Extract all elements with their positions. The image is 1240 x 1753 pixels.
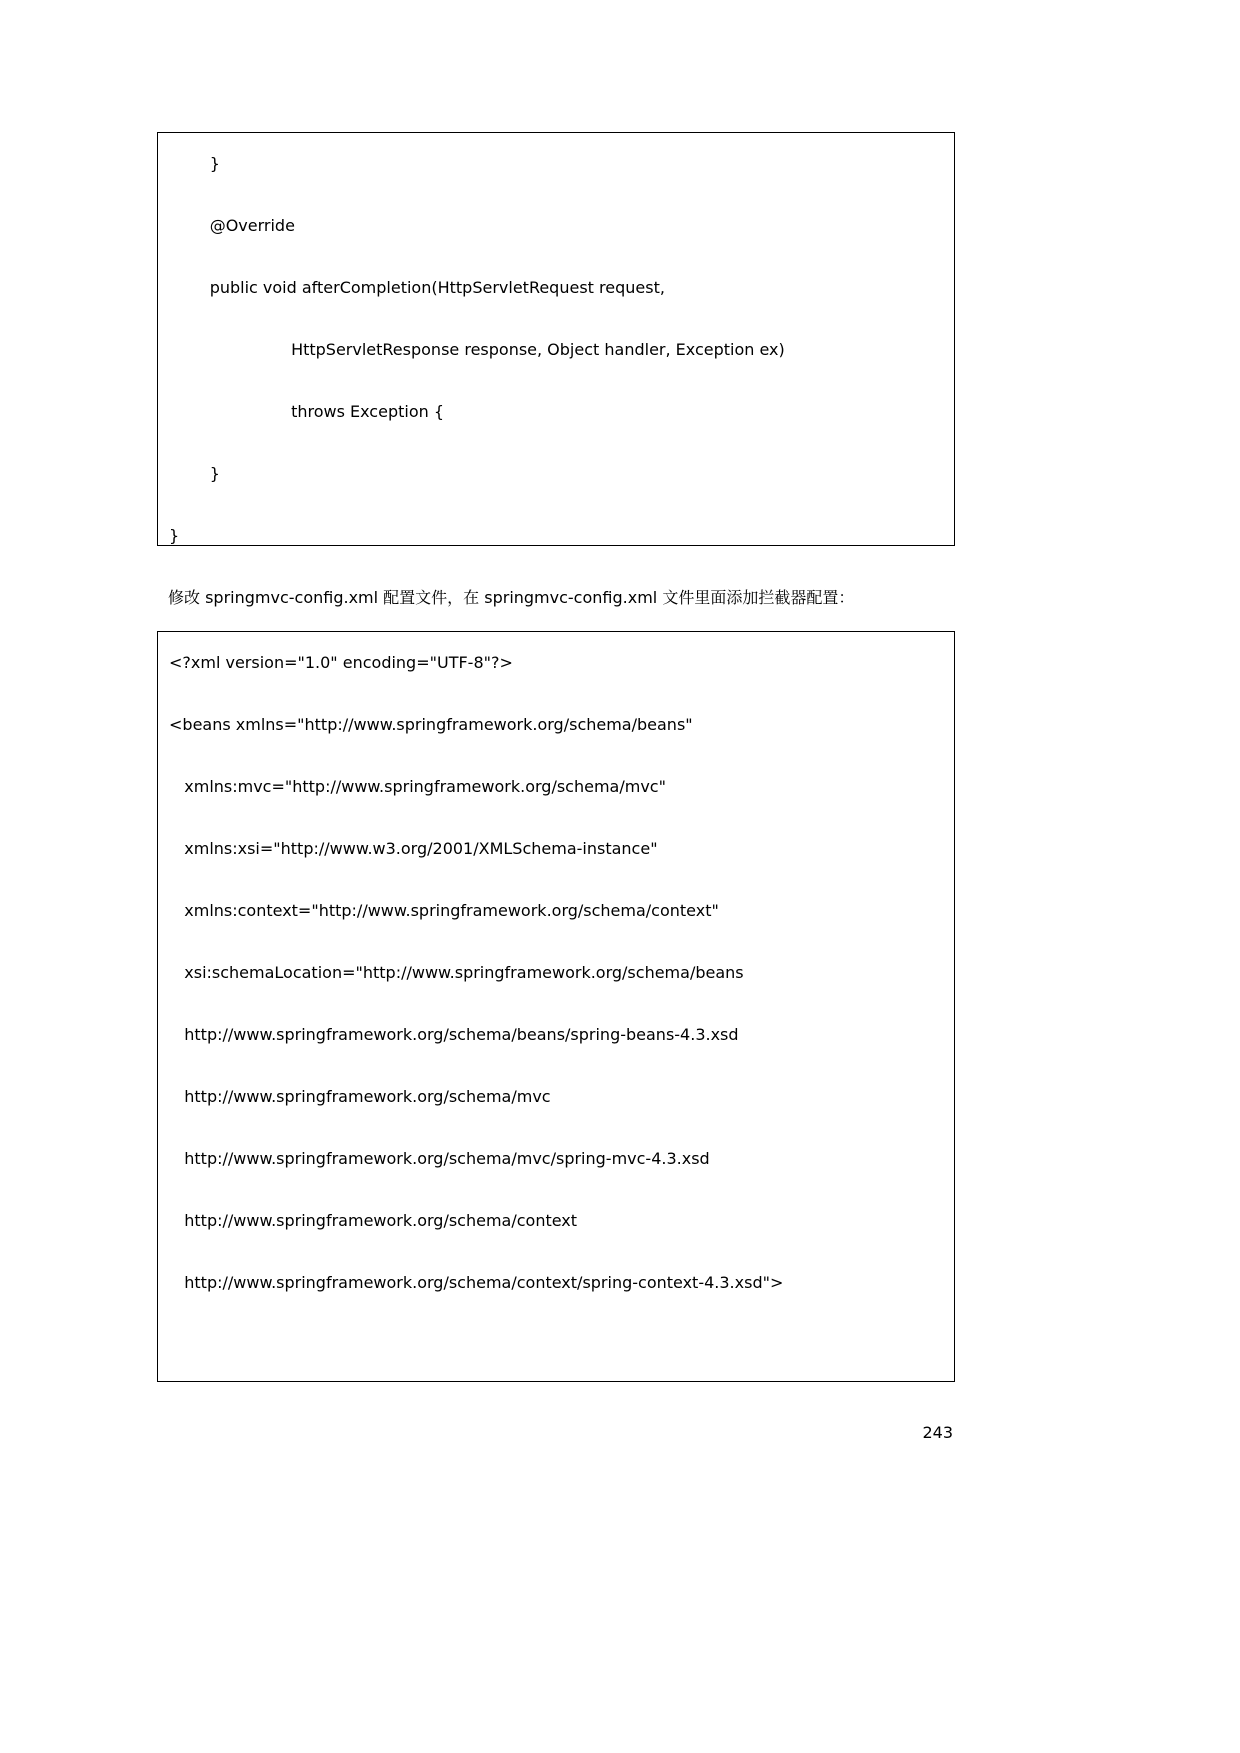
- code-line: }: [169, 464, 220, 483]
- code-line: http://www.springframework.org/schema/mvc: [169, 1087, 551, 1106]
- code-line: http://www.springframework.org/schema/context: [169, 1211, 578, 1230]
- code-line: HttpServletResponse response, Object handler, Exception ex): [169, 340, 785, 359]
- code-line: throws Exception {: [169, 402, 445, 421]
- body-paragraph: 修改 springmvc-config.xml 配置文件，在 springmvc-config.xml 文件里面添加拦截器配置：: [168, 588, 855, 607]
- code-line: http://www.springframework.org/schema/beans/spring-beans-4.3.xsd: [169, 1025, 739, 1044]
- java-code-block: [157, 132, 955, 546]
- code-line: }: [169, 526, 180, 545]
- page-number: 243: [922, 1423, 953, 1442]
- code-line: http://www.springframework.org/schema/mvc/spring-mvc-4.3.xsd: [169, 1149, 710, 1168]
- code-line: @Override: [169, 216, 295, 235]
- code-line: http://www.springframework.org/schema/context/spring-context-4.3.xsd">: [169, 1273, 784, 1292]
- code-line: }: [169, 154, 220, 173]
- code-line: xsi:schemaLocation="http://www.springframework.org/schema/beans: [169, 963, 744, 982]
- code-line: xmlns:mvc="http://www.springframework.org/schema/mvc": [169, 777, 666, 796]
- code-line: <beans xmlns="http://www.springframework.org/schema/beans": [169, 715, 693, 734]
- code-line: xmlns:xsi="http://www.w3.org/2001/XMLSchema-instance": [169, 839, 658, 858]
- code-line: <?xml version="1.0" encoding="UTF-8"?>: [169, 653, 513, 672]
- xml-code-block: [157, 631, 955, 1382]
- code-line: xmlns:context="http://www.springframework.org/schema/context": [169, 901, 719, 920]
- code-line: public void afterCompletion(HttpServletRequest request,: [169, 278, 665, 297]
